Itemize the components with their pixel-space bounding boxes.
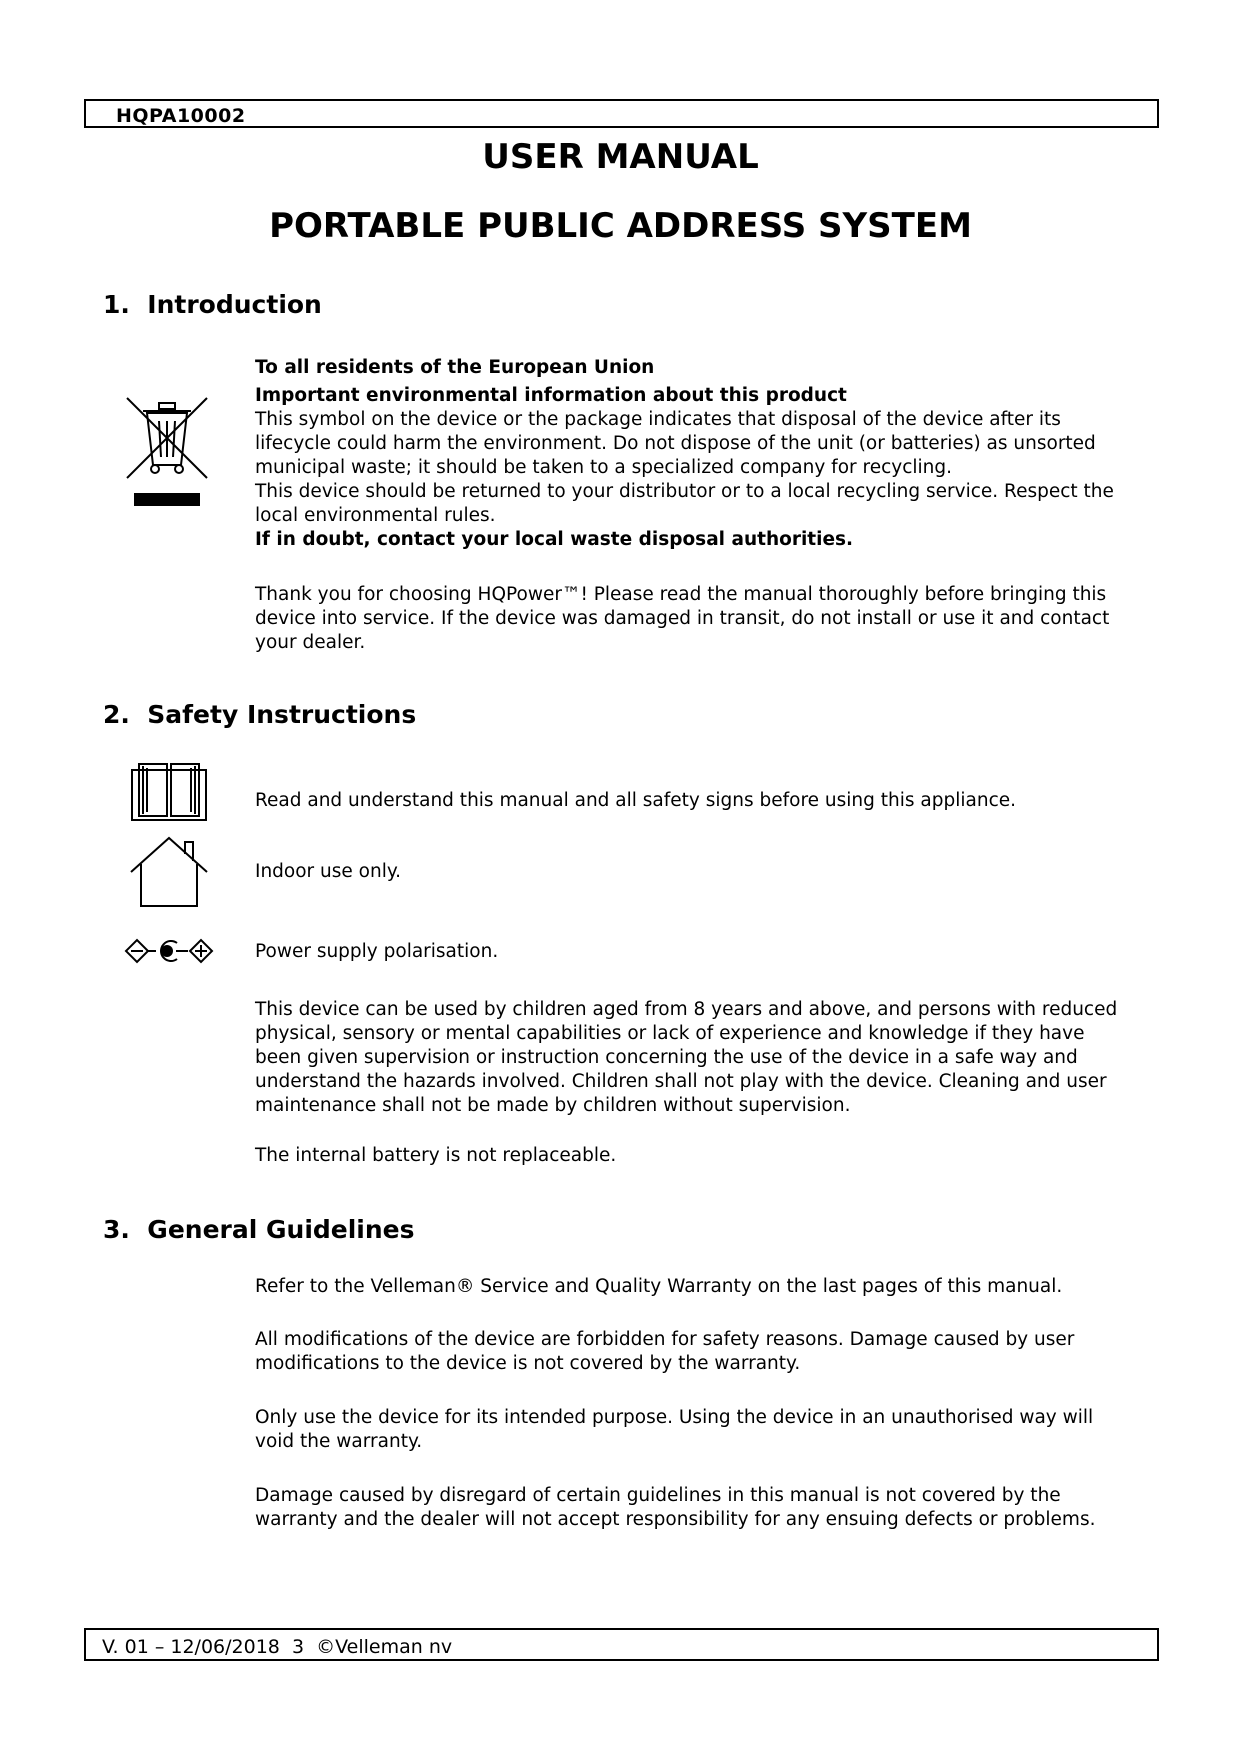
house-icon — [129, 836, 209, 908]
env-heading: Important environmental information about this product — [255, 385, 847, 406]
manual-title: USER MANUAL — [482, 137, 759, 177]
env-doubt: If in doubt, contact your local waste disposal authorities. — [255, 529, 854, 550]
weee-bin-icon — [125, 393, 210, 513]
env-text-1: This symbol on the device or the package indicates that disposal of the device after its lifecycle could harm the environment. Do not dispose of the unit (or batteries) as unsorted municipal waste; it should be taken to a specialized company for recycling. — [255, 409, 1096, 478]
guidelines-heading: 3. General Guidelines — [103, 1215, 415, 1244]
env-text-2: This device should be returned to your distributor or to a local recycling service. Respect the local environmental rules. — [255, 481, 1114, 526]
footer-version: V. 01 – 12/06/2018 3 ©Velleman nv — [102, 1636, 453, 1658]
book-icon — [131, 760, 207, 822]
battery-text: The internal battery is not replaceable. — [255, 1145, 617, 1166]
thanks-paragraph: Thank you for choosing HQPower™! Please read the manual thoroughly before bringing this device into service. If the device was damaged in transit, do not install or use it and contact your dealer. — [255, 584, 1110, 653]
children-paragraph: This device can be used by children aged from 8 years and above, and persons with reduced physical, sensory or mental capabilities or lack of experience and knowledge if they have been given supervision or instruction concerning the use of the device in a safe way and understand the hazards involved. Children shall not play with the device. Cleaning and user maintenance shall not be made by children without supervision. — [255, 999, 1118, 1116]
warranty-ref-text: Refer to the Velleman® Service and Quality Warranty on the last pages of this manual. — [255, 1276, 1063, 1297]
modifications-text: All modifications of the device are forbidden for safety reasons. Damage caused by user modifications to the device is not covered by the warranty. — [255, 1329, 1075, 1374]
header-box — [84, 99, 1159, 128]
intro-heading: 1. Introduction — [103, 290, 322, 319]
polarisation-text: Power supply polarisation. — [255, 941, 499, 962]
read-manual-text: Read and understand this manual and all safety signs before using this appliance. — [255, 790, 1017, 811]
indoor-text: Indoor use only. — [255, 861, 402, 882]
model-number: HQPA10002 — [116, 105, 246, 127]
polarity-icon — [124, 938, 214, 964]
product-title: PORTABLE PUBLIC ADDRESS SYSTEM — [269, 206, 972, 246]
eu-notice — [255, 356, 1135, 552]
damage-text: Damage caused by disregard of certain guidelines in this manual is not covered by the warranty and the dealer will not accept responsibility for any ensuing defects or problems. — [255, 1485, 1096, 1530]
footer-box — [84, 1628, 1159, 1661]
eu-heading: To all residents of the European Union — [255, 357, 655, 378]
purpose-text: Only use the device for its intended purpose. Using the device in an unauthorised way will void the warranty. — [255, 1407, 1094, 1452]
safety-heading: 2. Safety Instructions — [103, 700, 417, 729]
